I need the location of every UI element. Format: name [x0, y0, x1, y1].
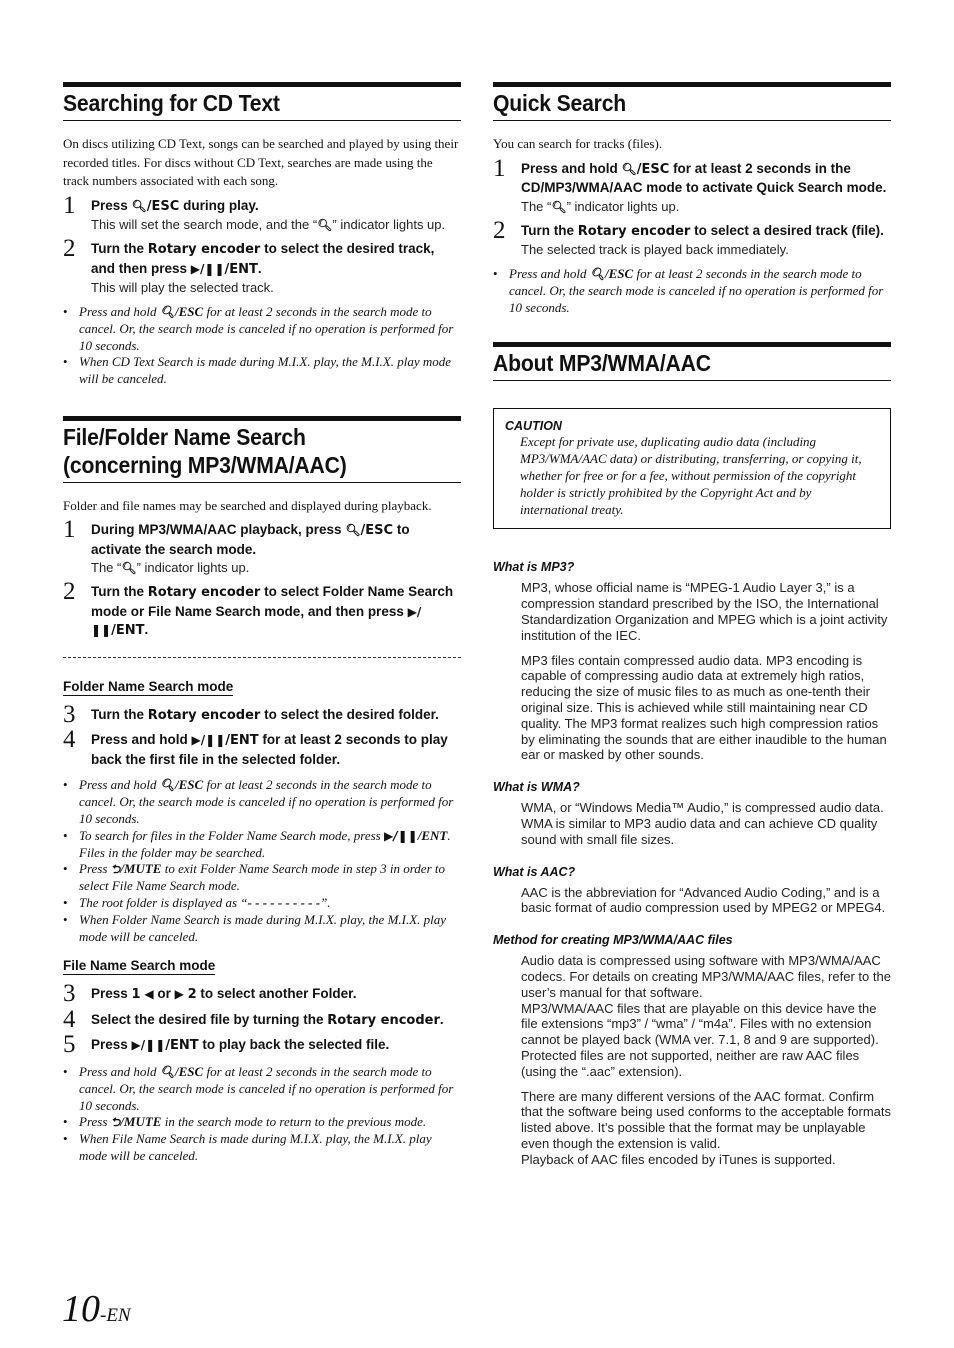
- step-text: [91, 985, 461, 1005]
- notes-list: [63, 1064, 461, 1165]
- note-part: To search for files in the Folder Name Search mode, press: [79, 827, 384, 843]
- step-subtext: [91, 559, 461, 577]
- step-subtext: [521, 198, 891, 216]
- step-text: [91, 521, 461, 559]
- step-subtext: The selected track is played back immediately.: [521, 242, 789, 257]
- step-text: [91, 1011, 461, 1031]
- note-part: for at least 2 seconds in the search mode to cancel. Or, the search mode is canceled if no operation is performed for 10 seconds.: [79, 1063, 454, 1113]
- magnifier-icon: 🔍︎: [589, 267, 606, 281]
- step-text-part: .: [257, 260, 262, 276]
- intro-paragraph: You can search for tracks (files).: [493, 136, 663, 151]
- step-text-part: Select the desired file by turning the: [91, 1011, 328, 1027]
- step-text: [91, 731, 461, 769]
- question-heading: What is AAC?: [493, 864, 576, 879]
- key-label: /ESC: [175, 304, 204, 319]
- play-pause-icon: ▶/❚❚: [384, 828, 418, 843]
- key-label: Rotary encoder: [147, 585, 261, 601]
- section-header-about: [493, 342, 891, 381]
- step-number: 5: [63, 1031, 76, 1059]
- step-text-part: Press and hold: [521, 160, 622, 176]
- step-text: [91, 583, 461, 641]
- note-item: [63, 861, 461, 895]
- step-text-part: Press and hold: [91, 732, 192, 748]
- key-label: Rotary encoder: [327, 1012, 440, 1028]
- key-label: /ESC: [360, 523, 394, 539]
- note-item: [63, 777, 461, 827]
- page-number-suffix: -EN: [100, 1305, 131, 1326]
- left-column: [63, 82, 461, 1165]
- return-icon: ⮌: [110, 1115, 121, 1130]
- answer-paragraph: Playback of AAC files encoded by iTunes is supported.: [521, 1151, 836, 1167]
- note-item: • When CD Text Search is made during M.I.X. play, the M.I.X. play mode will be canceled.: [63, 354, 461, 388]
- key-label: /ESC: [605, 266, 634, 281]
- play-pause-icon: ▶/❚❚: [131, 1038, 166, 1053]
- key-label: 1: [131, 987, 141, 1003]
- section-title: Searching for CD Text: [63, 90, 280, 116]
- return-icon: ⮌: [110, 862, 121, 877]
- step-text-part: Turn the: [91, 706, 148, 722]
- magnifier-icon: 🔍︎: [159, 305, 176, 319]
- step-text: [91, 706, 461, 726]
- answer-paragraph: WMA, or “Windows Media™ Audio,” is compressed audio data. WMA is similar to MP3 audio data and can achieve CD quality sound with small file sizes.: [521, 800, 884, 847]
- step-text-part: Press: [91, 1037, 132, 1053]
- key-label: /MUTE: [120, 861, 162, 877]
- magnifier-icon: 🔍︎: [317, 218, 333, 232]
- section-title: About MP3/WMA/AAC: [493, 350, 711, 377]
- step-text-part: to select another Folder.: [196, 986, 357, 1002]
- step-text-part: During MP3/WMA/AAC playback, press: [91, 522, 346, 538]
- step-text-part: to select the desired folder.: [260, 706, 439, 722]
- question-heading: Method for creating MP3/WMA/AAC files: [493, 933, 733, 948]
- key-label: /ESC: [175, 1063, 204, 1079]
- note-part: Press and hold: [79, 1063, 160, 1079]
- note-part: Press and hold: [79, 304, 160, 319]
- question-heading: What is MP3?: [493, 560, 575, 575]
- step-number: 3: [63, 980, 76, 1008]
- right-column: [493, 82, 891, 1176]
- step-text-part: for at least 2 seconds to play back the first file in the selected folder.: [91, 732, 448, 767]
- step-3: [63, 700, 461, 728]
- step-text: [91, 1036, 461, 1056]
- step-3: [63, 980, 461, 1008]
- key-label: 2: [187, 987, 197, 1003]
- step-number: 2: [63, 235, 76, 262]
- subtext-part: ” indicator lights up.: [136, 560, 250, 576]
- note-part: . Files in the folder may be searched.: [79, 827, 451, 860]
- step-text-part: Turn the: [91, 241, 148, 256]
- step-text-part: to select Folder Name Search mode or File Name Search mode, and then press: [91, 584, 454, 619]
- step-text: [521, 222, 891, 242]
- key-label: Rotary encoder: [147, 242, 261, 257]
- root-display: - - - - - - - - - -: [247, 895, 321, 911]
- caution-title: CAUTION: [505, 419, 562, 434]
- file-mode-heading: File Name Search mode: [63, 958, 216, 974]
- step-text: [91, 197, 461, 217]
- play-pause-icon: ▶/❚❚: [91, 604, 422, 638]
- note-part: ”.: [320, 895, 331, 911]
- magnifier-icon: 🔍︎: [131, 198, 147, 213]
- step-number: 1: [493, 154, 506, 182]
- step-text: [91, 240, 461, 279]
- note-part: Press and hold: [509, 266, 590, 281]
- step-text-part: or: [153, 986, 175, 1002]
- subtext-part: ” indicator lights up.: [332, 217, 446, 232]
- caution-box: [493, 408, 891, 529]
- question-heading: What is WMA?: [493, 780, 580, 795]
- note-part: Press: [79, 1114, 111, 1130]
- note-part: in the search mode to return to the previous mode.: [161, 1114, 427, 1130]
- note-part: for at least 2 seconds in the search mode to cancel. Or, the search mode is canceled if no operation is performed for 10 seconds.: [79, 304, 454, 353]
- step-text-part: to play back the selected file.: [198, 1037, 390, 1053]
- answer-paragraph: Audio data is compressed using software with MP3/WMA/AAC codecs. For details on creating MP3/WMA/AAC files, refer to the user’s manual for that software.: [521, 953, 891, 1000]
- step-2: [493, 216, 891, 259]
- key-label: /ESC: [175, 777, 204, 793]
- note-item: [63, 895, 461, 912]
- magnifier-icon: 🔍︎: [121, 561, 137, 576]
- step-number: 1: [63, 516, 76, 544]
- notes-list: [63, 304, 461, 388]
- step-text-part: .: [144, 622, 149, 638]
- play-pause-icon: ▶/❚❚: [190, 261, 225, 276]
- magnifier-icon: 🔍︎: [345, 523, 361, 538]
- section-header-quick-search: [493, 82, 891, 121]
- key-label: /MUTE: [120, 1114, 162, 1130]
- folder-mode-heading: Folder Name Search mode: [63, 678, 234, 694]
- step-text-part: for at least 2 seconds in the CD/MP3/WMA/AAC mode to activate Quick Search mode.: [521, 160, 887, 195]
- step-text-part: to select a desired track (file).: [690, 222, 884, 238]
- note-part: for at least 2 seconds in the search mode to cancel. Or, the search mode is canceled if no operation is performed for 10 seconds.: [79, 777, 454, 827]
- magnifier-icon: 🔍︎: [551, 199, 567, 214]
- page-number: [62, 1287, 131, 1331]
- play-pause-icon: ▶/❚❚: [191, 733, 226, 748]
- step-text-part: Turn the: [91, 584, 148, 600]
- key-label: /ENT: [111, 623, 145, 639]
- step-subtext: [91, 216, 461, 234]
- caution-body: Except for private use, duplicating audio data (including MP3/WMA/AAC data) or distributing, transferring, or copying it, whether for free or for a fee, without permission of the copyright holder is strictly prohibited by the Copyright Act and by international treaty.: [520, 434, 862, 517]
- note-part: Press: [79, 861, 111, 877]
- key-label: Rotary encoder: [147, 707, 261, 723]
- notes-list: [493, 266, 891, 316]
- page-number-value: 10: [62, 1288, 100, 1330]
- key-label: /ESC: [636, 161, 670, 177]
- subtext-part: This will set the search mode, and the “: [91, 217, 318, 232]
- intro-paragraph: Folder and file names may be searched and displayed during playback.: [63, 497, 432, 513]
- note-part: for at least 2 seconds in the search mode to cancel. Or, the search mode is canceled if no operation is performed for 10 seconds.: [509, 266, 884, 315]
- step-text-part: Turn the: [521, 222, 578, 238]
- key-label: /ENT: [417, 827, 448, 843]
- note-item: [63, 1114, 461, 1131]
- step-5: [63, 1031, 461, 1059]
- magnifier-icon: 🔍︎: [159, 1064, 176, 1079]
- step-number: 1: [63, 191, 76, 219]
- step-text-part: to activate the search mode.: [91, 522, 410, 557]
- step-text-part: Press: [91, 197, 132, 213]
- step-number: 2: [493, 216, 506, 244]
- section-title-line: (concerning MP3/WMA/AAC): [63, 451, 347, 478]
- key-label: /ENT: [225, 733, 259, 749]
- intro-paragraph: On discs utilizing CD Text, songs can be searched and played by using their recorded titles. For discs without CD Text, searches are made using the track numbers associated with each song.: [63, 136, 459, 188]
- answer-paragraph: MP3/WMA/AAC files that are playable on this device have the file extensions “mp3” / “wma” / “m4a”. Files with no extension cannot be played back (WMA ver. 7.1, 8 and 9 are supported). Protected files are not supported, neither are raw AAC files (using the “.aac” extension).: [521, 1000, 879, 1079]
- step-1: [63, 191, 461, 235]
- magnifier-icon: 🔍︎: [621, 161, 637, 176]
- subtext-part: The “: [521, 198, 552, 214]
- answer-paragraph: There are many different versions of the AAC format. Confirm that the software being used conforms to the acceptable formats listed above. It’s possible that the format may be unplayable even though the extension is valid.: [521, 1088, 891, 1151]
- subtext-part: ” indicator lights up.: [566, 198, 680, 214]
- step-number: 4: [63, 726, 76, 754]
- step-text-part: Press: [91, 986, 132, 1002]
- step-1: [63, 516, 461, 577]
- step-text-part: .: [439, 1011, 444, 1027]
- section-title-line: File/Folder Name Search: [63, 423, 306, 450]
- note-item: [493, 266, 891, 316]
- section-title: Quick Search: [493, 90, 627, 116]
- step-2: [63, 235, 461, 296]
- step-1: [493, 154, 891, 216]
- triangle-left-icon: ◀: [144, 987, 154, 1002]
- key-label: /ENT: [165, 1038, 199, 1054]
- step-number: 2: [63, 578, 76, 606]
- step-number: 3: [63, 700, 76, 728]
- key-label: Rotary encoder: [577, 223, 691, 239]
- step-subtext: This will play the selected track.: [91, 280, 274, 295]
- note-item: [63, 304, 461, 354]
- magnifier-icon: 🔍︎: [159, 778, 176, 793]
- key-label: /ESC: [146, 198, 180, 214]
- step-text: [521, 160, 891, 198]
- subtext-part: The “: [91, 560, 122, 576]
- note-item: • When File Name Search is made during M.I.X. play, the M.I.X. play mode will be canceled.: [63, 1131, 461, 1165]
- note-part: The root folder is displayed as “: [79, 895, 248, 911]
- answer-paragraph: AAC is the abbreviation for “Advanced Audio Coding,” and is a basic format of audio compression used by MPEG2 or MPEG4.: [521, 884, 886, 916]
- step-number: 4: [63, 1005, 76, 1033]
- answer-paragraph: MP3, whose official name is “MPEG-1 Audio Layer 3,” is a compression standard prescribed by the ISO, the International Standardization Organization and MPEG which is a joint activity institution of the IEC.: [521, 580, 888, 643]
- step-text-part: during play.: [179, 197, 259, 213]
- section-header-file-folder: [63, 416, 461, 483]
- dashed-divider: [63, 657, 461, 658]
- step-text-part: to select the desired track, and then press: [91, 241, 435, 276]
- note-item: [63, 828, 461, 862]
- note-part: Press and hold: [79, 777, 160, 793]
- section-header-cd-text: [63, 82, 461, 121]
- step-2: [63, 578, 461, 641]
- note-part: to exit Folder Name Search mode in step 3 in order to select File Name Search mode.: [79, 861, 445, 894]
- note-item: [63, 1064, 461, 1114]
- notes-list: [63, 777, 461, 945]
- note-item: • When Folder Name Search is made during M.I.X. play, the M.I.X. play mode will be canceled.: [63, 912, 461, 946]
- triangle-right-icon: ▶: [174, 987, 184, 1002]
- step-4: [63, 726, 461, 769]
- step-4: [63, 1005, 461, 1033]
- key-label: /ENT: [224, 261, 258, 277]
- answer-paragraph: MP3 files contain compressed audio data. MP3 encoding is capable of compressing audio data at extremely high ratios, reducing the size of music files to as much as one-tenth their original size. This is achieved while still maintaining near CD quality. The MP3 format realizes such high compression ratios by eliminating the sounds that are either inaudible to the human ear or masked by other sounds.: [521, 652, 887, 763]
